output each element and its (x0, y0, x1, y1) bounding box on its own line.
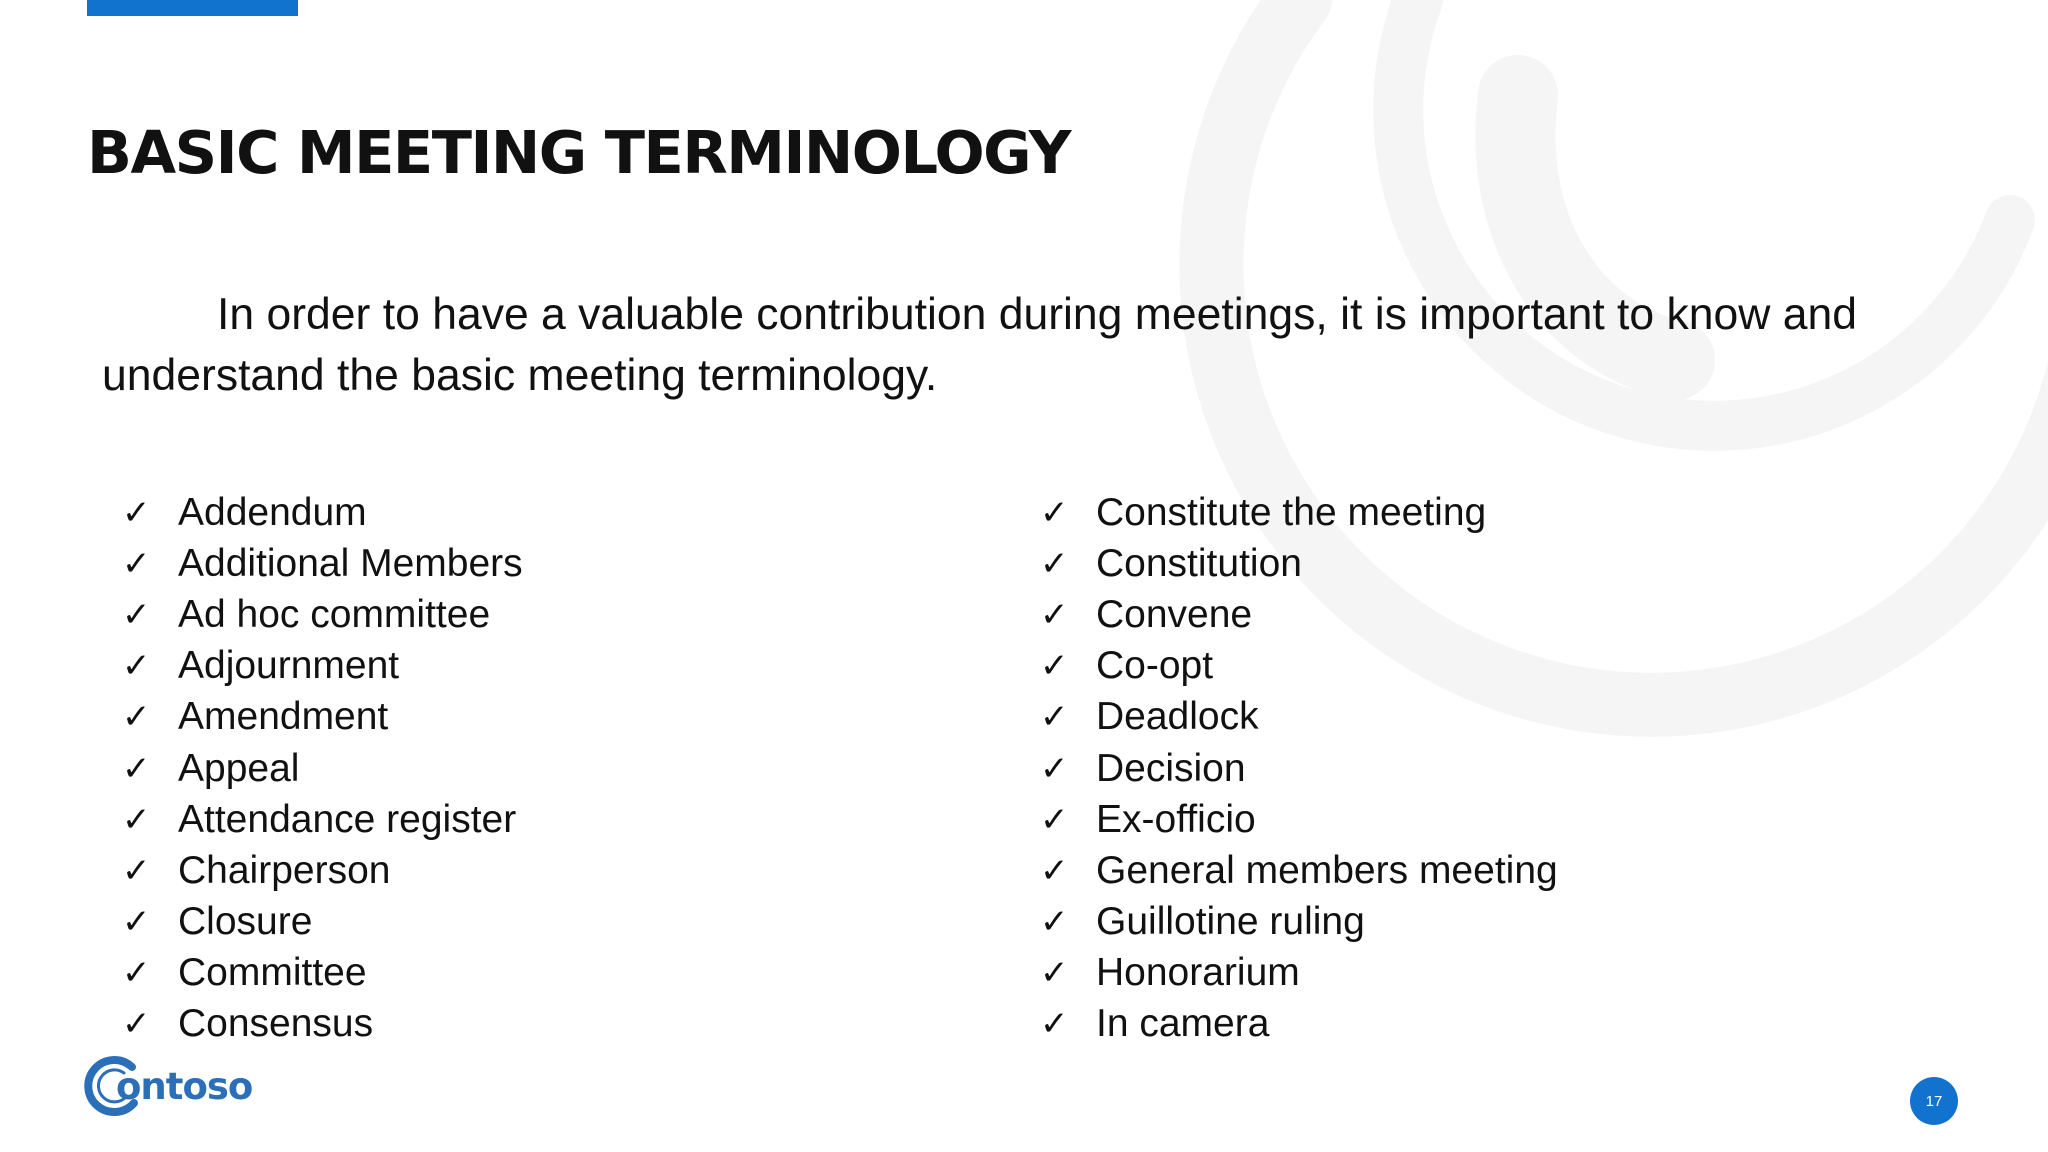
intro-paragraph: In order to have a valuable contribution during meetings, it is important to know and understand the basic meeting terminology. (102, 290, 1858, 400)
slide-title: BASIC MEETING TERMINOLOGY (87, 118, 1070, 187)
term-label: Addendum (178, 490, 367, 534)
contoso-logo (84, 1053, 252, 1119)
term-item (122, 794, 523, 845)
check-icon: ✓ (1040, 595, 1069, 634)
check-icon: ✓ (1040, 544, 1069, 583)
term-item (122, 641, 523, 692)
term-label: Consensus (178, 1002, 374, 1046)
term-item (122, 692, 523, 743)
term-label: Co-opt (1096, 644, 1214, 688)
term-item (122, 897, 523, 948)
check-icon: ✓ (122, 903, 151, 942)
check-icon: ✓ (1040, 698, 1069, 737)
term-item (1040, 794, 1558, 845)
check-icon: ✓ (122, 954, 151, 993)
check-icon: ✓ (122, 749, 151, 788)
term-item (122, 743, 523, 794)
check-icon: ✓ (1040, 903, 1069, 942)
page-number-badge: 17 (1910, 1077, 1958, 1125)
term-label: Chairperson (178, 848, 391, 892)
term-list-right (1040, 487, 1558, 1050)
term-label: Guillotine ruling (1096, 900, 1365, 944)
check-icon: ✓ (1040, 954, 1069, 993)
term-item (122, 948, 523, 999)
term-item (122, 589, 523, 640)
term-item (1040, 948, 1558, 999)
term-label: General members meeting (1096, 848, 1558, 892)
term-item (1040, 692, 1558, 743)
term-item (1040, 743, 1558, 794)
check-icon: ✓ (122, 851, 151, 890)
term-list-left (122, 487, 523, 1050)
term-item (1040, 641, 1558, 692)
term-item (1040, 999, 1558, 1050)
term-item (1040, 897, 1558, 948)
term-label: Attendance register (178, 797, 517, 841)
check-icon: ✓ (122, 647, 151, 686)
term-label: Ex-officio (1096, 797, 1256, 841)
term-item (122, 999, 523, 1050)
term-label: Committee (178, 951, 367, 995)
term-label: Amendment (178, 695, 389, 739)
check-icon: ✓ (1040, 493, 1069, 532)
term-label: Decision (1096, 746, 1246, 790)
check-icon: ✓ (1040, 1005, 1069, 1044)
check-icon: ✓ (122, 544, 151, 583)
term-item (1040, 487, 1558, 538)
term-label: Ad hoc committee (178, 592, 491, 636)
check-icon: ✓ (122, 698, 151, 737)
term-label: Constitute the meeting (1096, 490, 1487, 534)
term-item (1040, 538, 1558, 589)
check-icon: ✓ (122, 800, 151, 839)
term-label: Constitution (1096, 541, 1302, 585)
term-label: Closure (178, 900, 313, 944)
check-icon: ✓ (122, 493, 151, 532)
term-item (1040, 845, 1558, 896)
check-icon: ✓ (122, 595, 151, 634)
term-label: In camera (1096, 1002, 1270, 1046)
term-item (122, 487, 523, 538)
check-icon: ✓ (1040, 800, 1069, 839)
term-item (122, 845, 523, 896)
term-item (122, 538, 523, 589)
check-icon: ✓ (1040, 647, 1069, 686)
term-label: Deadlock (1096, 695, 1259, 739)
term-label: Additional Members (178, 541, 523, 585)
term-label: Adjournment (178, 644, 400, 688)
check-icon: ✓ (122, 1005, 151, 1044)
check-icon: ✓ (1040, 749, 1069, 788)
check-icon: ✓ (1040, 851, 1069, 890)
term-label: Honorarium (1096, 951, 1300, 995)
logo-text: ontoso (116, 1064, 253, 1108)
accent-bar (87, 0, 298, 16)
term-label: Convene (1096, 592, 1253, 636)
term-label: Appeal (178, 746, 300, 790)
term-item (1040, 589, 1558, 640)
